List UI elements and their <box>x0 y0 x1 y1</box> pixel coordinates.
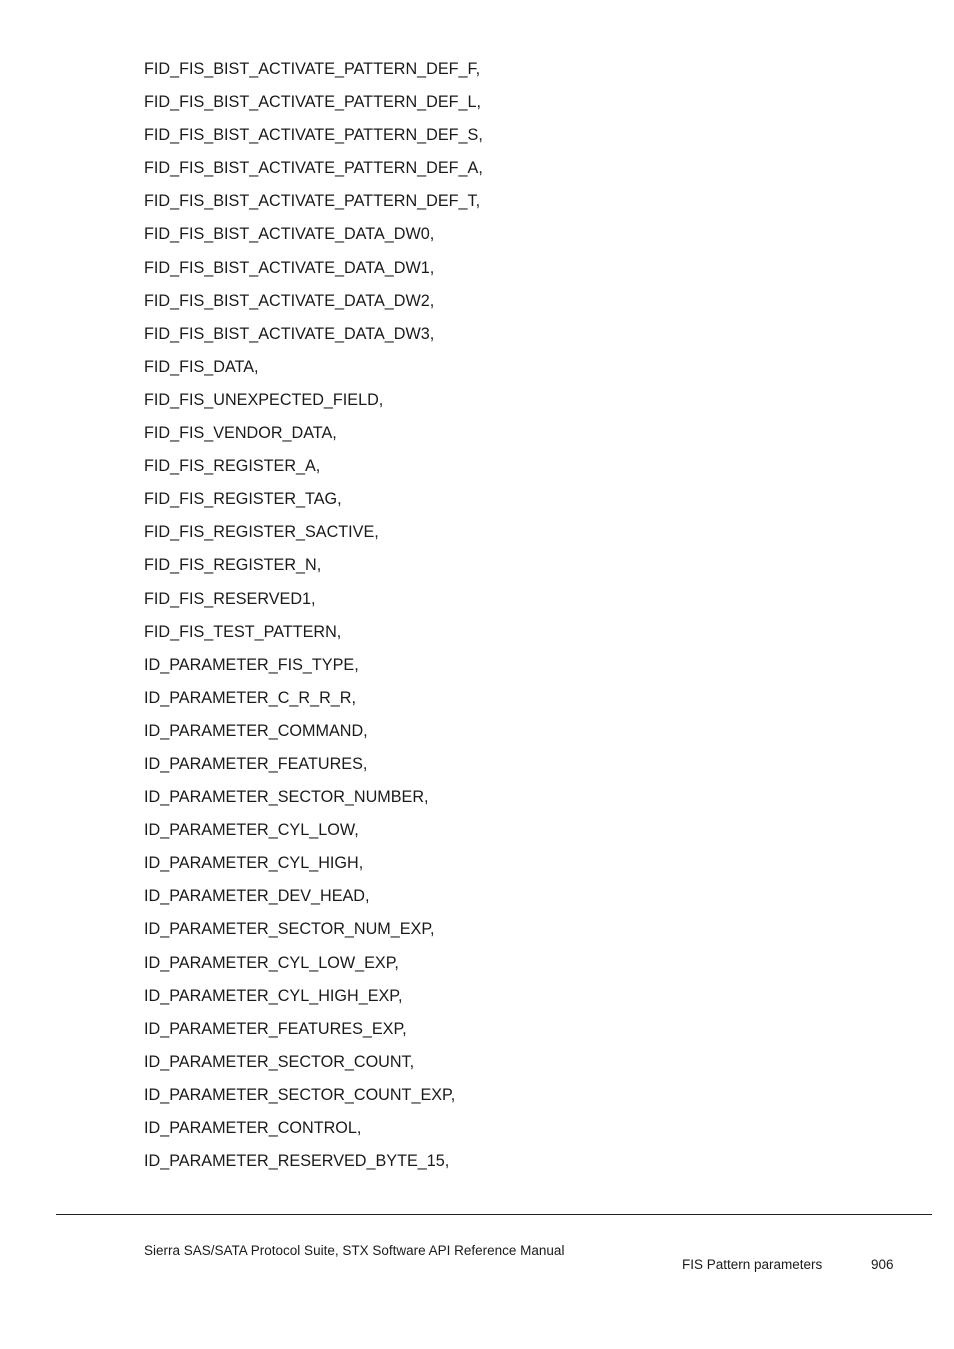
enum-entry: ID_PARAMETER_SECTOR_COUNT, <box>144 1052 415 1071</box>
footer-manual-title: Sierra SAS/SATA Protocol Suite, STX Software API Reference Manual <box>144 1243 565 1258</box>
enum-entry: ID_PARAMETER_FIS_TYPE, <box>144 655 359 674</box>
footer-divider <box>56 1214 932 1215</box>
enum-entry: FID_FIS_BIST_ACTIVATE_PATTERN_DEF_F, <box>144 60 481 78</box>
enum-constant-list <box>144 55 483 1180</box>
enum-entry: FID_FIS_UNEXPECTED_FIELD, <box>144 390 384 409</box>
enum-entry: ID_PARAMETER_FEATURES, <box>144 754 368 773</box>
enum-entry: ID_PARAMETER_COMMAND, <box>144 721 368 740</box>
enum-entry: ID_PARAMETER_CYL_HIGH, <box>144 854 364 873</box>
enum-entry: FID_FIS_VENDOR_DATA, <box>144 424 337 443</box>
enum-entry: ID_PARAMETER_FEATURES_EXP, <box>144 1019 407 1038</box>
enum-entry: FID_FIS_REGISTER_TAG, <box>144 490 342 509</box>
enum-entry: FID_FIS_TEST_PATTERN, <box>144 622 342 641</box>
enum-entry: ID_PARAMETER_C_R_R_R, <box>144 688 356 707</box>
enum-entry: FID_FIS_DATA, <box>144 357 259 376</box>
enum-entry: ID_PARAMETER_SECTOR_COUNT_EXP, <box>144 1085 456 1104</box>
enum-entry: ID_PARAMETER_RESERVED_BYTE_15, <box>144 1152 450 1171</box>
enum-entry: FID_FIS_BIST_ACTIVATE_DATA_DW2, <box>144 291 435 310</box>
enum-entry: FID_FIS_REGISTER_N, <box>144 556 322 575</box>
enum-entry: FID_FIS_REGISTER_A, <box>144 457 321 476</box>
enum-entry: ID_PARAMETER_CONTROL, <box>144 1119 362 1137</box>
footer-section-name: FIS Pattern parameters <box>682 1257 823 1272</box>
enum-entry: FID_FIS_BIST_ACTIVATE_DATA_DW3, <box>144 324 435 343</box>
footer-page-number: 906 <box>871 1257 894 1272</box>
enum-entry: FID_FIS_REGISTER_SACTIVE, <box>144 523 379 542</box>
enum-entry: ID_PARAMETER_SECTOR_NUMBER, <box>144 788 429 807</box>
enum-entry: FID_FIS_BIST_ACTIVATE_DATA_DW0, <box>144 225 435 244</box>
enum-entry: ID_PARAMETER_SECTOR_NUM_EXP, <box>144 920 435 939</box>
enum-entry: FID_FIS_RESERVED1, <box>144 589 316 608</box>
enum-entry: FID_FIS_BIST_ACTIVATE_PATTERN_DEF_L, <box>144 93 482 112</box>
enum-entry: FID_FIS_BIST_ACTIVATE_PATTERN_DEF_A, <box>144 159 483 178</box>
enum-entry: FID_FIS_BIST_ACTIVATE_PATTERN_DEF_S, <box>144 126 483 145</box>
enum-entry: ID_PARAMETER_CYL_LOW_EXP, <box>144 953 399 972</box>
enum-entry: ID_PARAMETER_CYL_LOW, <box>144 821 359 840</box>
enum-entry: FID_FIS_BIST_ACTIVATE_PATTERN_DEF_T, <box>144 192 481 211</box>
enum-entry: ID_PARAMETER_CYL_HIGH_EXP, <box>144 986 403 1005</box>
enum-entry: FID_FIS_BIST_ACTIVATE_DATA_DW1, <box>144 258 435 277</box>
enum-entry: ID_PARAMETER_DEV_HEAD, <box>144 887 370 906</box>
